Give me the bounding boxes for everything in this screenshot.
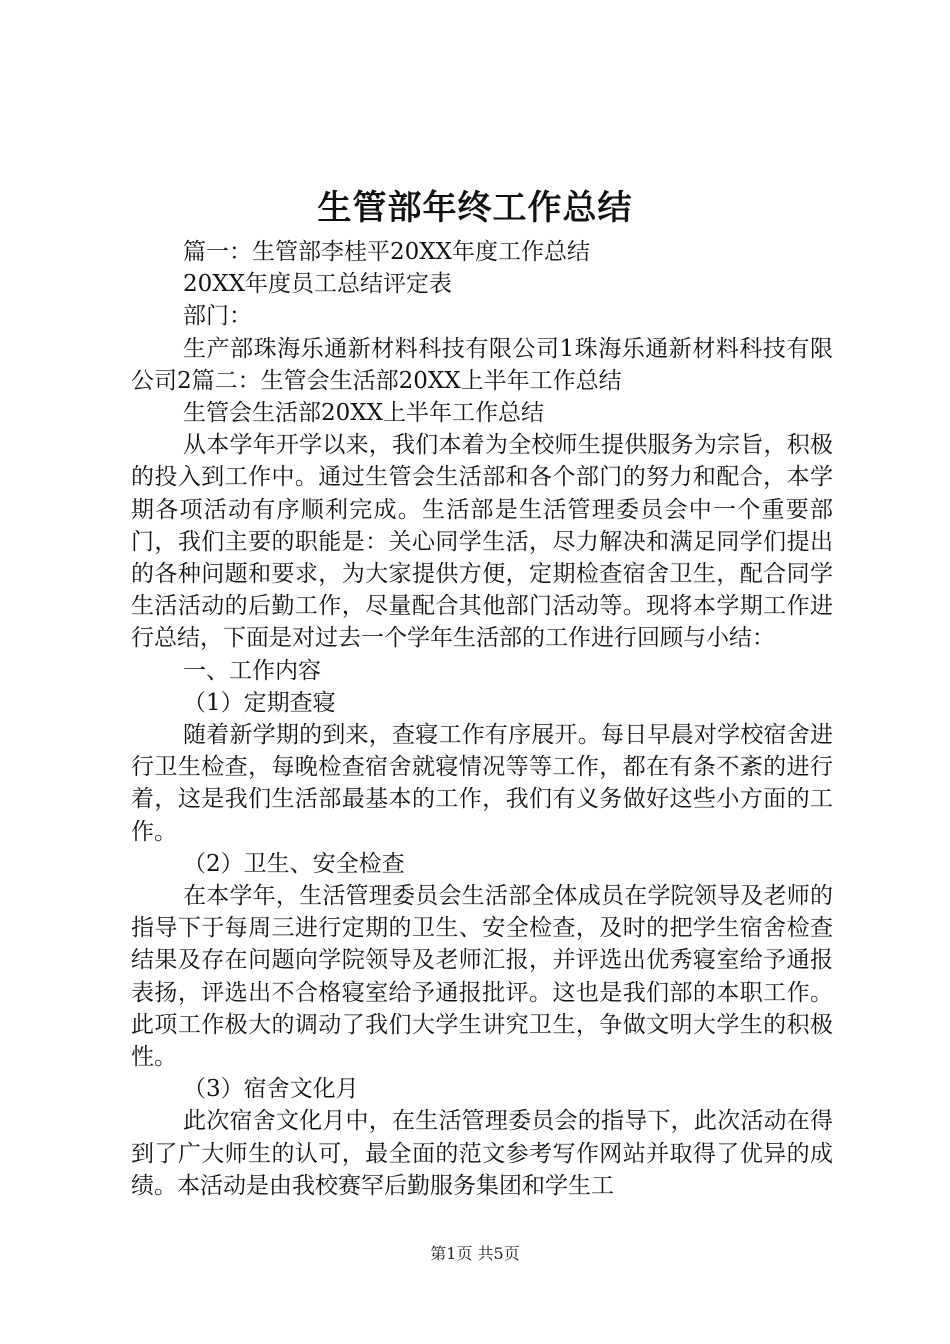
paragraph-7: 随着新学期的到来，查寝工作有序展开。每日早晨对学校宿舍进行卫生检查，每晚检查宿舍就寝情况等等工作，都在有条不紊的进行着，这是我们生活部最基本的工作，我们有义务做好这些小方面的工作。 xyxy=(131,722,833,845)
section-heading-work-content: 一、工作内容 xyxy=(183,657,321,684)
paragraph-9: 此次宿舍文化月中，在生活管理委员会的指导下，此次活动在得到了广大师生的认可，最全面的范文参考写作网站并取得了优异的成绩。本活动是由我校赛罕后勤服务集团和学生工 xyxy=(131,1108,833,1199)
document-body xyxy=(131,236,833,1202)
document-title: 生管部年终工作总结 xyxy=(317,188,633,228)
paragraph-6: 从本学年开学以来，我们本着为全校师生提供服务为宗旨，积极的投入到工作中。通过生管会生活部和各个部门的努力和配合，本学期各项活动有序顺利完成。生活部是生活管理委员会中一个重要部门，我们主要的职能是：关心同学生活，尽力解决和满足同学们提出的各种问题和要求，为大家提供方便，定期检查宿舍卫生，配合同学生活活动的后勤工作，尽量配合其他部门活动等。现将本学期工作进行总结，下面是对过去一个学年生活部的工作进行回顾与小结： xyxy=(131,432,833,652)
subheading-1: （1）定期查寝 xyxy=(183,689,336,716)
subheading-3: （3）宿舍文化月 xyxy=(183,1076,359,1103)
paragraph-3: 部门： xyxy=(183,303,252,330)
paragraph-5: 生管会生活部20XX上半年工作总结 xyxy=(183,400,545,427)
paragraph-1: 篇一：生管部李桂平20XX年度工作总结 xyxy=(183,239,591,265)
subheading-2: （2）卫生、安全检查 xyxy=(183,850,405,877)
paragraph-8: 在本学年，生活管理委员会生活部全体成员在学院领导及老师的指导下于每周三进行定期的卫生、安全检查，及时的把学生宿舍检查结果及存在问题向学院领导及老师汇报，并评选出优秀寝室给予通报表扬，评选出不合格寝室给予通报批评。这也是我们部的本职工作。此项工作极大的调动了我们大学生讲究卫生，争做文明大学生的积极性。 xyxy=(131,883,833,1071)
paragraph-2: 20XX年度员工总结评定表 xyxy=(183,271,453,298)
page-footer: 第1页 共5页 xyxy=(430,1244,520,1263)
paragraph-4: 生产部珠海乐通新材料科技有限公司1珠海乐通新材料科技有限公司2篇二：生管会生活部20XX上半年工作总结 xyxy=(131,335,833,394)
